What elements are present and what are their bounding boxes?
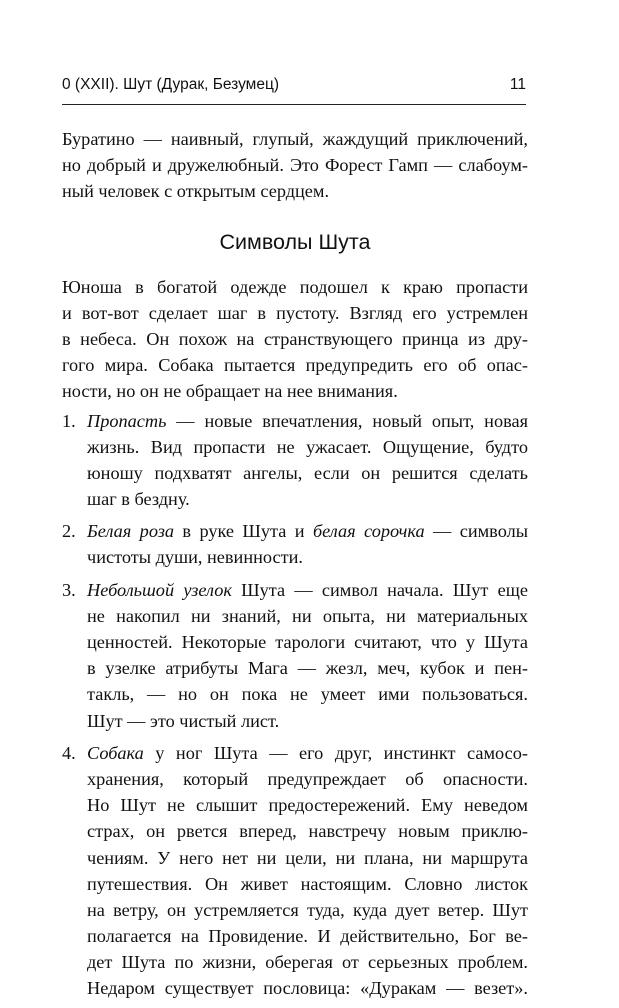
text-line: Буратино — наивный, глупый, жаждущий приключений, [62, 129, 528, 149]
item-text [87, 408, 528, 513]
text-line: в узелке атрибуты Мага — жезл, меч, кубок и пен- [87, 658, 528, 679]
text-line: шаг в бездну. [87, 489, 190, 510]
text-line: путешествия. Он живет настоящим. Словно листок [87, 873, 528, 894]
intro-paragraph [62, 126, 528, 205]
page-body [62, 126, 528, 1008]
text-line: страх, он рвется вперед, навстречу новым приклю- [87, 821, 528, 842]
text-line: но добрый и дружелюбный. Это Форест Гамп — слабоум- [62, 155, 528, 176]
text-line: Но Шут не слышит предостережений. Ему неведом [87, 795, 528, 816]
text-line: жизнь. Вид пропасти не ужасает. Ощущение, будто [87, 436, 528, 457]
text-line: юношу подхватят ангелы, если он решится сделать [87, 462, 528, 483]
text-line: Пропасть — новые впечатления, новый опыт, новая [87, 410, 528, 431]
chapter-title: 0 (XXII). Шут (Дурак, Безумец) [62, 76, 279, 93]
emphasis: белая сорочка [312, 521, 425, 542]
page-number: 11 [509, 76, 526, 93]
list-item [62, 518, 528, 570]
header-rule [62, 104, 526, 105]
list-item [62, 740, 528, 1002]
text-line: полагается на Провидение. И действительно, Бог ве- [87, 926, 528, 947]
emphasis: Собака [87, 742, 144, 763]
text-line: Недаром существует пословица: «Дуракам — везет». [87, 978, 528, 999]
item-number: 2. [62, 521, 76, 542]
section-heading: Символы Шута [219, 229, 371, 254]
text-line: Небольшой узелок Шута — символ начала. Шут еще [87, 579, 528, 600]
text-line: Белая роза в руке Шута и белая сорочка — символы [87, 521, 528, 542]
text-line: ный человек с открытым сердцем. [62, 181, 330, 202]
item-text [87, 577, 528, 734]
description-paragraph [62, 274, 528, 405]
running-header [62, 76, 526, 94]
text-line: и вот-вот сделает шаг в пустоту. Взгляд его устремлен [62, 302, 528, 323]
list-item [62, 408, 528, 513]
text-line: не накопил ни знаний, ни опыта, ни материальных [87, 605, 528, 626]
item-text [87, 740, 528, 1002]
text-line: ности, но он не обращает на нее внимания. [62, 381, 398, 402]
emphasis: Пропасть [87, 410, 167, 431]
text-line: ценностей. Некоторые тарологи считают, что у Шута [87, 632, 528, 652]
text-line: Юноша в богатой одежде подошел к краю пропасти [62, 276, 528, 297]
text-line: чениям. У него нет ни цели, ни плана, ни маршрута [87, 847, 528, 868]
text-line: в небеса. Он похож на странствующего принца из дру- [62, 328, 528, 349]
item-text [87, 518, 528, 570]
text-line: гого мира. Собака пытается предупредить его об опас- [62, 355, 528, 376]
text-line: дет Шута по жизни, оберегая от серьезных проблем. [87, 952, 528, 973]
symbols-list [62, 408, 528, 1002]
text-line: Собака у ног Шута — его друг, инстинкт самосо- [87, 742, 528, 763]
item-number: 4. [62, 742, 76, 763]
emphasis: Небольшой узелок [87, 579, 232, 600]
text-line: на ветру, он устремляется туда, куда дует ветер. Шут [87, 899, 528, 920]
list-item [62, 577, 528, 734]
text-line: чистоты души, невинности. [87, 547, 303, 568]
text-line: хранения, который предупреждает об опасности. [87, 768, 528, 789]
text-line: Шут — это чистый лист. [87, 710, 280, 731]
item-number: 1. [62, 410, 76, 431]
text-line: такль, — но он пока не умеет ими пользоваться. [87, 684, 528, 705]
emphasis: Белая роза [87, 521, 174, 542]
item-number: 3. [62, 579, 76, 600]
